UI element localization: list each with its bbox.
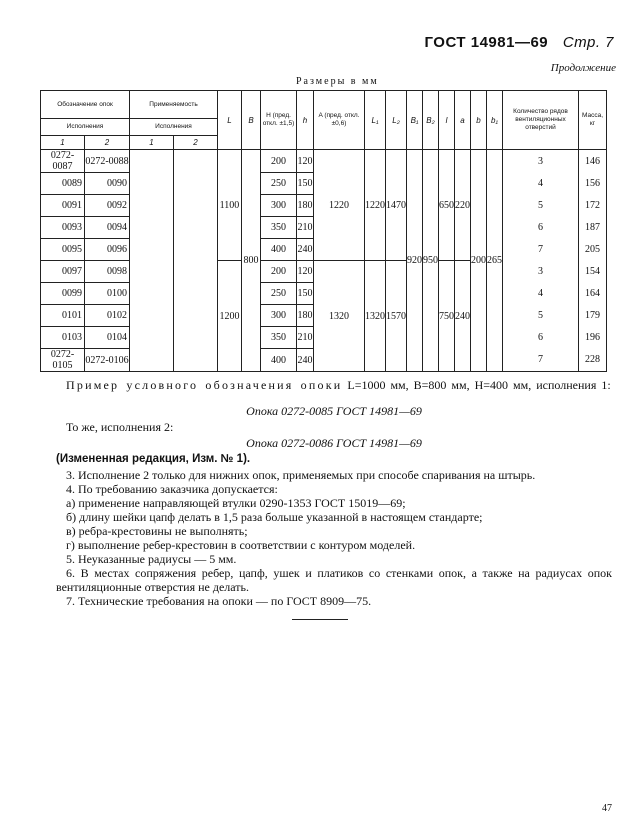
mass-value: 187 xyxy=(579,217,607,239)
col-h-header: h xyxy=(297,91,314,150)
designation-1: 0089 xyxy=(41,173,85,195)
designation-2: 0092 xyxy=(85,195,130,217)
h-value: 180 xyxy=(297,305,314,327)
h-value: 150 xyxy=(297,173,314,195)
designation-1: 0091 xyxy=(41,195,85,217)
designation-1: 0099 xyxy=(41,283,85,305)
example-same-version-2: То же, исполнения 2: xyxy=(66,420,174,434)
col-b1-header: b₁ xyxy=(487,91,503,150)
vent-rows-value: 4 xyxy=(503,283,579,305)
vent-rows-value: 6 xyxy=(503,217,579,239)
H-value: 250 xyxy=(261,173,297,195)
note-4b: б) длину шейки цапф делать в 1,5 раза больше указанной в настоящем стандарте; xyxy=(66,510,483,524)
designation-2: 0272-0106 xyxy=(85,349,130,372)
applicability-versions-header: Исполнения xyxy=(130,119,218,136)
vent-rows-value: 6 xyxy=(503,327,579,349)
note-4c: в) ребра-крестовины не выполнять; xyxy=(66,524,248,538)
a-group2: 240 xyxy=(455,261,471,372)
note-4a: а) применение направляющей втулки 0290-1353 ГОСТ 15019—69; xyxy=(66,496,406,510)
vent-rows-value: 7 xyxy=(503,349,579,372)
designation-header: Обозначение опок xyxy=(41,91,130,119)
note-6: 6. В местах сопряжения ребер, цапф, ушек и платиков со стенками опок, а также на радиусах опок вентиляционные отверстия не делать. xyxy=(56,566,612,594)
H-value: 400 xyxy=(261,239,297,261)
example-parameters: L=1000 мм, B=800 мм, H=400 мм, исполнения 1: xyxy=(347,378,611,392)
note-7: 7. Технические требования на опоки — по ГОСТ 8909—75. xyxy=(66,594,372,608)
H-value: 400 xyxy=(261,349,297,372)
note-3: 3. Исполнение 2 только для нижних опок, применяемых при способе спаривания на штырь. xyxy=(66,468,536,482)
designation-2: 0104 xyxy=(85,327,130,349)
l-group1: 650 xyxy=(439,150,455,261)
col-B1-header: B₁ xyxy=(407,91,423,150)
designation-2: 0096 xyxy=(85,239,130,261)
vent-rows-value: 4 xyxy=(503,173,579,195)
mass-value: 205 xyxy=(579,239,607,261)
applicability-1-cell xyxy=(130,150,174,372)
mass-value: 179 xyxy=(579,305,607,327)
H-value: 300 xyxy=(261,305,297,327)
h-value: 180 xyxy=(297,195,314,217)
L1-group2: 1320 xyxy=(365,261,386,372)
vent-rows-value: 5 xyxy=(503,305,579,327)
l-group2: 750 xyxy=(439,261,455,372)
h-value: 120 xyxy=(297,150,314,173)
h-value: 120 xyxy=(297,261,314,283)
A-group1: 1220 xyxy=(314,150,365,261)
note-4: 4. По требованию заказчика допускается: xyxy=(66,482,278,496)
h-value: 240 xyxy=(297,239,314,261)
dimensions-caption: Размеры в мм xyxy=(296,76,379,87)
col-B2-header: B₂ xyxy=(423,91,439,150)
note-5: 5. Неуказанные радиусы — 5 мм. xyxy=(66,552,237,566)
vent-rows-value: 3 xyxy=(503,261,579,283)
continuation-label: Продолжение xyxy=(550,62,616,74)
applicability-version-1-header: 1 xyxy=(130,136,174,150)
table-row xyxy=(41,261,607,283)
mass-value: 156 xyxy=(579,173,607,195)
running-header xyxy=(424,34,614,51)
H-value: 350 xyxy=(261,327,297,349)
h-value: 150 xyxy=(297,283,314,305)
B-shared: 800 xyxy=(242,150,261,372)
B2-shared: 950 xyxy=(423,150,439,372)
col-L2-header: L₂ xyxy=(386,91,407,150)
applicability-2-cell xyxy=(174,150,218,372)
H-value: 350 xyxy=(261,217,297,239)
designation-1: 0103 xyxy=(41,327,85,349)
mass-value: 154 xyxy=(579,261,607,283)
designation-2: 0102 xyxy=(85,305,130,327)
amendment-note: (Измененная редакция, Изм. № 1). xyxy=(56,453,251,465)
vent-rows-value: 5 xyxy=(503,195,579,217)
designation-1: 0093 xyxy=(41,217,85,239)
a-group1: 220 xyxy=(455,150,471,261)
vent-rows-header: Количество рядов вентиляционных отверстий xyxy=(503,91,579,150)
h-value: 210 xyxy=(297,217,314,239)
h-value: 210 xyxy=(297,327,314,349)
designation-2: 0094 xyxy=(85,217,130,239)
example-intro: Пример условного обозначения опоки xyxy=(66,378,343,392)
col-H-header: H (пред. откл. ±1,5) xyxy=(261,91,297,150)
mass-value: 172 xyxy=(579,195,607,217)
vent-rows-value: 3 xyxy=(503,150,579,173)
vent-rows-value: 7 xyxy=(503,239,579,261)
H-value: 300 xyxy=(261,195,297,217)
version-2-header: 2 xyxy=(85,136,130,150)
col-b-header: b xyxy=(471,91,487,150)
H-value: 200 xyxy=(261,150,297,173)
table-row xyxy=(41,150,607,173)
mass-value: 196 xyxy=(579,327,607,349)
designation-1: 0095 xyxy=(41,239,85,261)
example-paragraph xyxy=(56,378,612,392)
L1-group1: 1220 xyxy=(365,150,386,261)
H-value: 200 xyxy=(261,261,297,283)
h-value: 240 xyxy=(297,349,314,372)
designation-2: 0090 xyxy=(85,173,130,195)
mass-value: 146 xyxy=(579,150,607,173)
col-L-header: L xyxy=(218,91,242,150)
L2-group2: 1570 xyxy=(386,261,407,372)
A-group2: 1320 xyxy=(314,261,365,372)
B1-shared: 920 xyxy=(407,150,423,372)
L-group2: 1200 xyxy=(218,261,242,372)
designation-2: 0272-0088 xyxy=(85,150,130,173)
dimensions-table xyxy=(40,90,607,372)
designation-1: 0097 xyxy=(41,261,85,283)
page-label: Стр. 7 xyxy=(562,34,614,51)
versions-header: Исполнения xyxy=(41,119,130,136)
H-value: 250 xyxy=(261,283,297,305)
designation-2: 0100 xyxy=(85,283,130,305)
col-L1-header: L₁ xyxy=(365,91,386,150)
col-B-header: B xyxy=(242,91,261,150)
designation-1: 0101 xyxy=(41,305,85,327)
mass-value: 228 xyxy=(579,349,607,372)
example-designation-1: Опока 0272-0085 ГОСТ 14981—69 xyxy=(246,404,422,418)
L-group1: 1100 xyxy=(218,150,242,261)
col-A-header: A (пред. откл. ±0,6) xyxy=(314,91,365,150)
col-a-header: a xyxy=(455,91,471,150)
col-l-header: l xyxy=(439,91,455,150)
example-designation-2: Опока 0272-0086 ГОСТ 14981—69 xyxy=(246,436,422,450)
note-4d: г) выполнение ребер-крестовин в соответствии с контуром моделей. xyxy=(66,538,416,552)
applicability-version-2-header: 2 xyxy=(174,136,218,150)
page-number: 47 xyxy=(602,803,612,814)
mass-value: 164 xyxy=(579,283,607,305)
end-rule xyxy=(292,619,348,620)
designation-1: 0272-0087 xyxy=(41,150,85,173)
version-1-header: 1 xyxy=(41,136,85,150)
applicability-header: Применяемость xyxy=(130,91,218,119)
standard-number: ГОСТ 14981—69 xyxy=(424,34,549,51)
designation-2: 0098 xyxy=(85,261,130,283)
mass-header: Масса, кг xyxy=(579,91,607,150)
b-shared: 200 xyxy=(471,150,487,372)
designation-1: 0272-0105 xyxy=(41,349,85,372)
b1-shared: 265 xyxy=(487,150,503,372)
L2-group1: 1470 xyxy=(386,150,407,261)
